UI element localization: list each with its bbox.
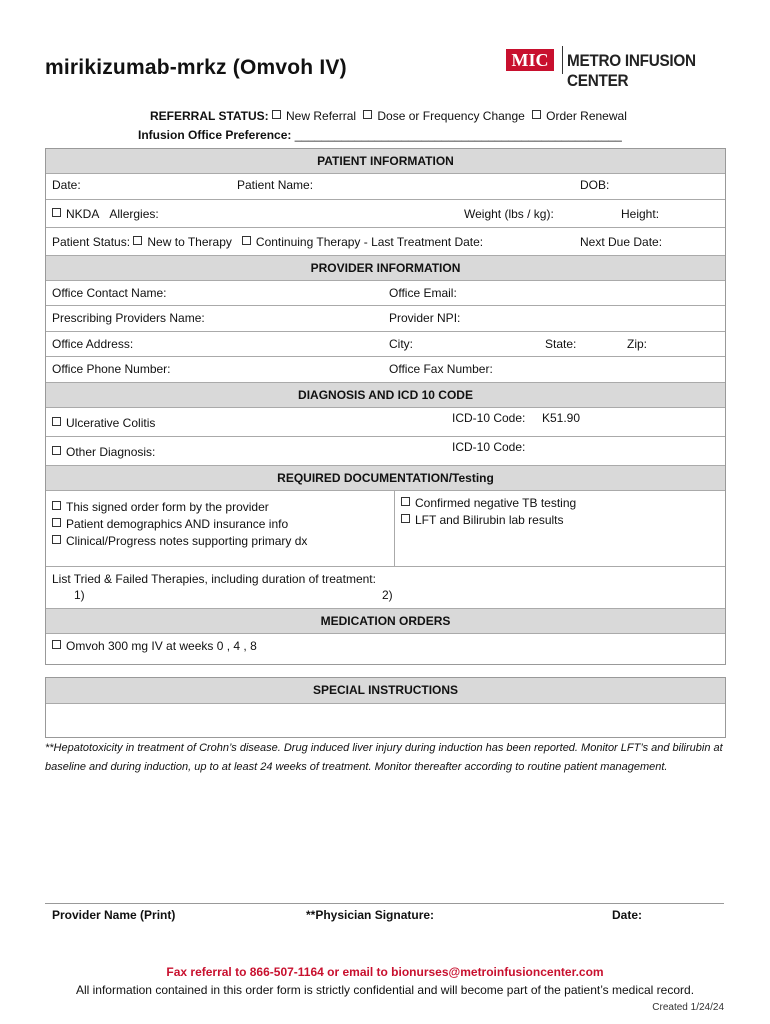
provider-info-header: PROVIDER INFORMATION: [46, 256, 725, 281]
other-diagnosis-checkbox[interactable]: [52, 446, 61, 455]
nkda-label: NKDA: [66, 207, 100, 221]
special-instructions-header: SPECIAL INSTRUCTIONS: [46, 678, 725, 704]
patient-row-3: [46, 228, 725, 256]
provider-row-4: [46, 357, 725, 383]
new-therapy-label: New to Therapy: [147, 235, 232, 249]
signature-date-label: Date:: [612, 908, 643, 922]
new-referral-checkbox[interactable]: [272, 110, 281, 119]
patient-info-header: PATIENT INFORMATION: [46, 149, 725, 174]
doc-checkbox-3[interactable]: [52, 535, 61, 544]
diagnosis-header: DIAGNOSIS AND ICD 10 CODE: [46, 383, 725, 408]
continuing-therapy-label: Continuing Therapy - Last Treatment Date:: [255, 235, 484, 249]
referral-status-line: [150, 109, 627, 123]
office-email-label: Office Email:: [389, 286, 457, 300]
office-contact-label: Office Contact Name:: [52, 286, 167, 300]
documentation-right-list: [401, 495, 576, 529]
doc-item-demographics: Patient demographics AND insurance info: [52, 516, 307, 533]
next-due-label: Next Due Date:: [580, 235, 663, 249]
signature-divider: [45, 903, 724, 904]
referral-status-label: REFERRAL STATUS:: [150, 109, 269, 123]
logo-name: METRO INFUSION CENTER: [567, 51, 696, 90]
prescribing-provider-label: Prescribing Providers Name:: [52, 311, 205, 325]
provider-npi-label: Provider NPI:: [389, 311, 461, 325]
dose-change-label: Dose or Frequency Change: [377, 109, 525, 123]
patient-name-label: Patient Name:: [237, 178, 314, 192]
uc-checkbox[interactable]: [52, 417, 61, 426]
tried-therapies-label: List Tried & Failed Therapies, including duration of treatment:: [52, 572, 376, 586]
page-title: mirikizumab-mrkz (Omvoh IV): [45, 56, 347, 79]
documentation-row: [46, 491, 725, 567]
zip-label: Zip:: [627, 337, 648, 351]
provider-name-label: Provider Name (Print): [52, 908, 176, 922]
city-label: City:: [389, 337, 413, 351]
doc-item-clinical-notes: Clinical/Progress notes supporting primary dx: [52, 533, 307, 550]
patient-status-label: Patient Status:: [52, 235, 131, 249]
office-address-label: Office Address:: [52, 337, 134, 351]
date-label: Date:: [52, 178, 81, 192]
logo-divider: [562, 46, 563, 74]
new-therapy-checkbox[interactable]: [133, 236, 142, 245]
weight-label: Weight (lbs / kg):: [464, 207, 554, 221]
doc-checkbox-1[interactable]: [52, 501, 61, 510]
patient-status-field: [52, 235, 483, 249]
dose-change-checkbox[interactable]: [363, 110, 372, 119]
documentation-divider: [394, 491, 395, 566]
other-diagnosis-field: [52, 445, 155, 459]
provider-row-2: [46, 306, 725, 332]
office-fax-label: Office Fax Number:: [389, 362, 493, 376]
doc-item-lft-bilirubin: LFT and Bilirubin lab results: [401, 512, 576, 529]
diagnosis-row-2: [46, 437, 725, 466]
nkda-checkbox[interactable]: [52, 208, 61, 217]
uc-field: [52, 416, 155, 430]
dob-label: DOB:: [580, 178, 610, 192]
icd-code-label: ICD-10 Code:: [452, 411, 526, 425]
medication-header: MEDICATION ORDERS: [46, 609, 725, 634]
confidentiality-notice: All information contained in this order form is strictly confidential and will become part of the patient’s medical record.: [75, 983, 695, 997]
omvoh-order-label: Omvoh 300 mg IV at weeks 0 , 4 , 8: [66, 639, 257, 653]
doc-checkbox-4[interactable]: [401, 497, 410, 506]
logo-mark: MIC: [506, 49, 554, 71]
fax-referral-text: Fax referral to 866-507-1164 or email to bionurses@metroinfusioncenter.com: [166, 965, 604, 979]
order-form: [45, 148, 726, 665]
order-renewal-checkbox[interactable]: [532, 110, 541, 119]
continuing-therapy-checkbox[interactable]: [242, 236, 251, 245]
diagnosis-row-1: [46, 408, 725, 437]
order-renewal-label: Order Renewal: [546, 109, 627, 123]
new-referral-label: New Referral: [286, 109, 357, 123]
office-preference-field[interactable]: _________________________________________________: [294, 128, 622, 142]
provider-row-1: [46, 281, 725, 306]
icd-code-label-2: ICD-10 Code:: [452, 440, 526, 454]
physician-signature-label: **Physician Signature:: [306, 908, 435, 922]
omvoh-order-checkbox[interactable]: [52, 640, 61, 649]
uc-label: Ulcerative Colitis: [66, 416, 156, 430]
provider-row-3: [46, 332, 725, 357]
height-label: Height:: [621, 207, 660, 221]
allergies-label: Allergies:: [109, 207, 159, 221]
patient-row-2: [46, 200, 725, 228]
special-instructions-box: [45, 677, 726, 738]
doc-checkbox-2[interactable]: [52, 518, 61, 527]
medication-order: [52, 639, 257, 653]
office-preference-label: Infusion Office Preference:: [138, 128, 292, 142]
documentation-header: REQUIRED DOCUMENTATION/Testing: [46, 466, 725, 491]
doc-checkbox-5[interactable]: [401, 514, 410, 523]
special-instructions-field[interactable]: [46, 704, 725, 737]
icd-code-value: K51.90: [542, 411, 581, 425]
state-label: State:: [545, 337, 577, 351]
documentation-left-list: [52, 499, 307, 550]
doc-item-tb-testing: Confirmed negative TB testing: [401, 495, 576, 512]
office-preference-line: [138, 128, 622, 142]
tried-therapies-row: [46, 567, 725, 609]
created-date: Created 1/24/24: [652, 1002, 724, 1013]
therapy-item-1[interactable]: 1): [74, 588, 85, 602]
medication-row: [46, 634, 725, 664]
therapy-item-2[interactable]: 2): [382, 588, 393, 602]
office-phone-label: Office Phone Number:: [52, 362, 171, 376]
other-diagnosis-label: Other Diagnosis:: [66, 445, 156, 459]
hepatotoxicity-note: **Hepatotoxicity in treatment of Crohn’s disease. Drug induced liver injury during induction has been reported. Monitor LFT’s and bilirubin at baseline and during induction, up to at least 24 weeks of treatment. Monitor thereafter according to routine patient management.: [45, 742, 723, 773]
nkda-field: [52, 207, 159, 221]
doc-item-signed-order: This signed order form by the provider: [52, 499, 307, 516]
patient-row-1: [46, 174, 725, 200]
